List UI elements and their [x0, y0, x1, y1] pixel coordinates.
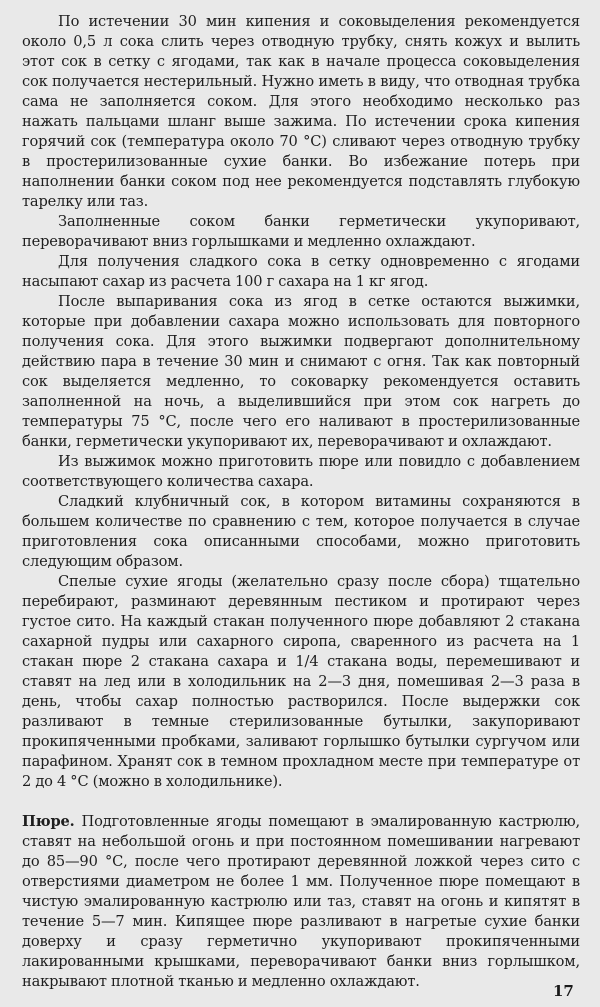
section-puree	[22, 812, 580, 992]
paragraph-sweet-juice: Для получения сладкого сока в сетку одновременно с ягодами насыпают сахар из расчета 100 г сахара на 1 кг ягод.	[22, 253, 580, 290]
book-page-body	[22, 12, 580, 992]
paragraph-strawberry-juice-intro: Сладкий клубничный сок, в котором витамины сохраняются в большем количестве по сравнению с тем, которое получается в случае приготовления сока описанными способами, можно приготовить следующим образом.	[22, 493, 580, 570]
paragraph-pomace-reuse: После выпаривания сока из ягод в сетке остаются выжимки, которые при добавлении сахара можно использовать для повторного получения сока. Для этого выжимки подвергают дополнительному действию пара в течение 30 мин и снимают с огня. Так как повторный сок выделяется медленно, то соковарку рекомендуется оставить заполненной на ночь, а выделившийся при этом сок нагреть до температуры 75 °С, после чего его наливают в простерилизованные банки, герметически укупоривают их, переворачивают и охлаждают.	[22, 293, 580, 450]
page-number: 17	[553, 982, 574, 1000]
paragraph-juice-draining: По истечении 30 мин кипения и соковыделения рекомендуется около 0,5 л сока слить через отводную трубку, снять кожух и вылить этот сок в сетку с ягодами, так как в начале процесса соковыделения сок получается нестерильный. Нужно иметь в виду, что отводная трубка сама не заполняется соком. Для этого необходимо несколько раз нажать пальцами шланг выше зажима. По истечении срока кипения горячий сок (температура около 70 °С) сливают через отводную трубку в простерилизованные сухие банки. Во избежание потерь при наполнении банки соком под нее рекомендуется подставлять глубокую тарелку или таз.	[22, 13, 580, 210]
paragraph-sealing-jars: Заполненные соком банки герметически укупоривают, переворачивают вниз горлышками и медленно охлаждают.	[22, 213, 580, 250]
paragraph-strawberry-juice-method: Спелые сухие ягоды (желательно сразу после сбора) тщательно перебирают, разминают деревянным пестиком и протирают через густое сито. На каждый стакан полученного пюре добавляют 2 стакана сахарной пудры или сахарного сиропа, сваренного из расчета на 1 стакан пюре 2 стакана сахара и 1/4 стакана воды, перемешивают и ставят на лед или в холодильник на 2—3 дня, помешивая 2—3 раза в день, чтобы сахар полностью растворился. После выдержки сок разливают в темные стерилизованные бутылки, закупоривают прокипяченными пробками, заливают горлышко бутылки сургучом или парафином. Хранят сок в темном прохладном месте при температуре от 2 до 4 °С (можно в холодильнике).	[22, 573, 580, 790]
section-heading-puree: Пюре.	[22, 813, 75, 830]
paragraph-pomace-puree: Из выжимок можно приготовить пюре или повидло с добавлением соответствующего количества сахара.	[22, 453, 580, 490]
section-puree-text: Подготовленные ягоды помещают в эмалированную кастрюлю, ставят на небольшой огонь и при постоянном помешивании нагревают до 85—90 °С, после чего протирают деревянной ложкой через сито с отверстиями диаметром не более 1 мм. Полученное пюре помещают в чистую эмалированную кастрюлю или таз, ставят на огонь и кипятят в течение 5—7 мин. Кипящее пюре разливают в нагретые сухие банки доверху и сразу герметично укупоривают прокипяченными лакированными крышками, переворачивают банки вниз горлышком, накрывают плотной тканью и медленно охлаждают.	[22, 813, 580, 990]
